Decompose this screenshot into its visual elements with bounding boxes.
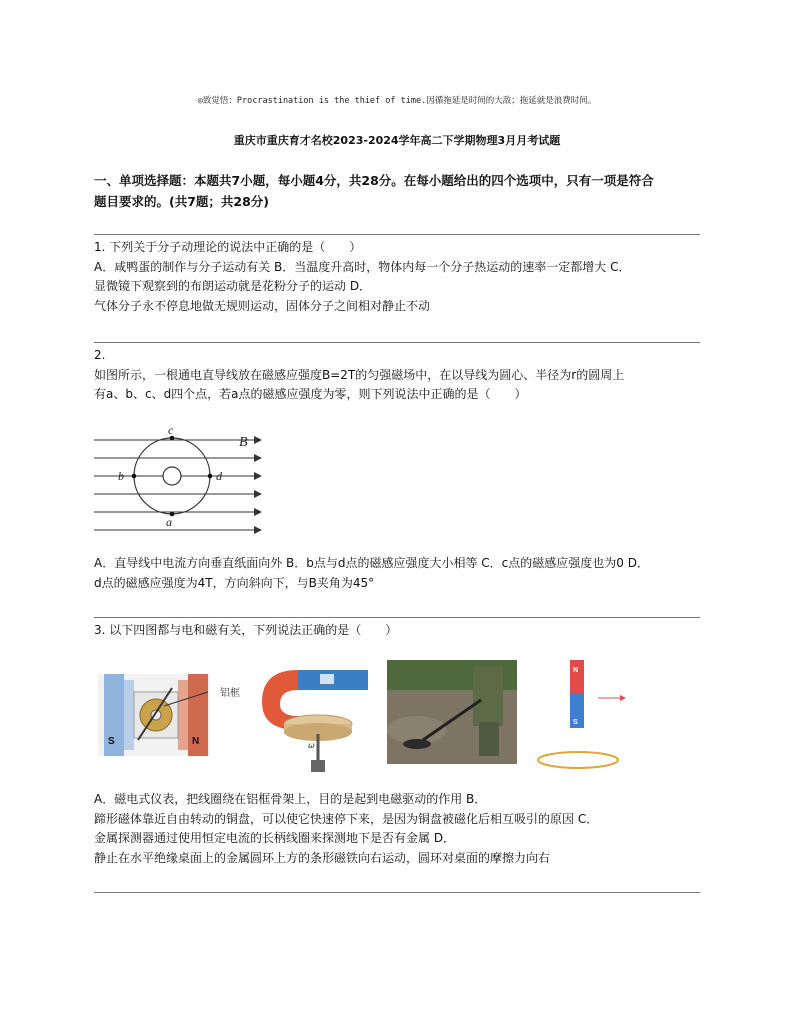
divider xyxy=(94,617,700,618)
label-B: B xyxy=(239,435,248,450)
section-heading xyxy=(94,170,704,212)
horseshoe-disk-figure xyxy=(258,664,380,776)
divider xyxy=(94,342,700,343)
question-3-options-line3: 金属探测器通过使用恒定电流的长柄线圈来探测地下是否有金属 D． xyxy=(94,831,456,845)
question-1-options-line3: 气体分子永不停息地做无规则运动，固体分子之间相对静止不动 xyxy=(94,298,431,313)
question-3-options-line4: 静止在水平绝缘桌面上的金属圆环上方的条形磁铁向右运动，圆环对桌面的摩擦力向右 xyxy=(94,850,551,865)
magnet-S-label: S xyxy=(573,719,578,726)
section-heading-line1: 一、单项选择题：本题共7小题，每小题4分，共28分。在每小题给出的四个选项中，只有一项是符合 xyxy=(94,173,654,188)
question-2-options-line2: d点的磁感应强度为4T，方向斜向下，与B夹角为45° xyxy=(94,575,375,590)
label-b: b xyxy=(118,469,124,483)
question-1-options-line1: A．咸鸭蛋的制作与分子运动有关 B．当温度升高时，物体内每一个分子热运动的速率一定都增大 C． xyxy=(94,259,631,274)
label-aluminum-frame: 铝框 xyxy=(220,688,240,699)
question-1-stem: 1. 下列关于分子动理论的说法中正确的是（ ） xyxy=(94,240,362,254)
question-3-options-line2: 蹄形磁体靠近自由转动的铜盘，可以使它快速停下来，是因为铜盘被磁化后相互吸引的原因 C． xyxy=(94,811,599,826)
question-1-options-line2: 显微镜下观察到的布朗运动就是花粉分子的运动 D． xyxy=(94,279,372,293)
question-2-options-line1: A．直导线中电流方向垂直纸面向外 B．b点与d点的磁感应强度大小相等 C．c点的磁感应强度也为0 D． xyxy=(94,556,649,570)
question-2 xyxy=(94,346,704,405)
label-d: d xyxy=(216,469,222,483)
label-omega: ω xyxy=(308,741,315,750)
motto-line: ◎致觉悟：Procrastination is the thief of time.因循拖延是时间的大敌；拖延就是浪费时间。 xyxy=(197,96,597,106)
label-N: N xyxy=(192,736,200,747)
metal-detector-figure xyxy=(387,660,517,764)
meter-coil-figure xyxy=(98,660,254,772)
question-2-number: 2. xyxy=(94,348,106,362)
magnetic-field-figure xyxy=(94,418,264,536)
question-2-options xyxy=(94,554,704,593)
question-2-stem-line2: 有a、b、c、d四个点，若a点的磁感应强度为零，则下列说法中正确的是（ ） xyxy=(94,387,527,401)
bar-magnet-ring-figure xyxy=(536,656,636,772)
section-heading-line2: 题目要求的。(共7题；共28分) xyxy=(94,194,270,209)
question-3-options xyxy=(94,790,704,868)
question-3-stem: 3. 以下四图都与电和磁有关，下列说法正确的是（ ） xyxy=(94,623,398,637)
divider xyxy=(94,234,700,235)
question-2-stem-line1: 如图所示，一根通电直导线放在磁感应强度B=2T的匀强磁场中，在以导线为圆心、半径为r的圆周上 xyxy=(94,367,625,382)
label-c: c xyxy=(168,423,174,437)
question-1 xyxy=(94,238,704,316)
question-3-options-line1: A．磁电式仪表，把线圈绕在铝框骨架上，目的是起到电磁驱动的作用 B． xyxy=(94,792,487,806)
question-3 xyxy=(94,621,704,641)
label-S: S xyxy=(108,736,115,747)
label-a: a xyxy=(166,515,172,529)
magnet-N-label: N xyxy=(573,667,579,674)
divider xyxy=(94,892,700,893)
page-title: 重庆市重庆育才名校2023-2024学年高二下学期物理3月月考试题 xyxy=(233,134,561,147)
